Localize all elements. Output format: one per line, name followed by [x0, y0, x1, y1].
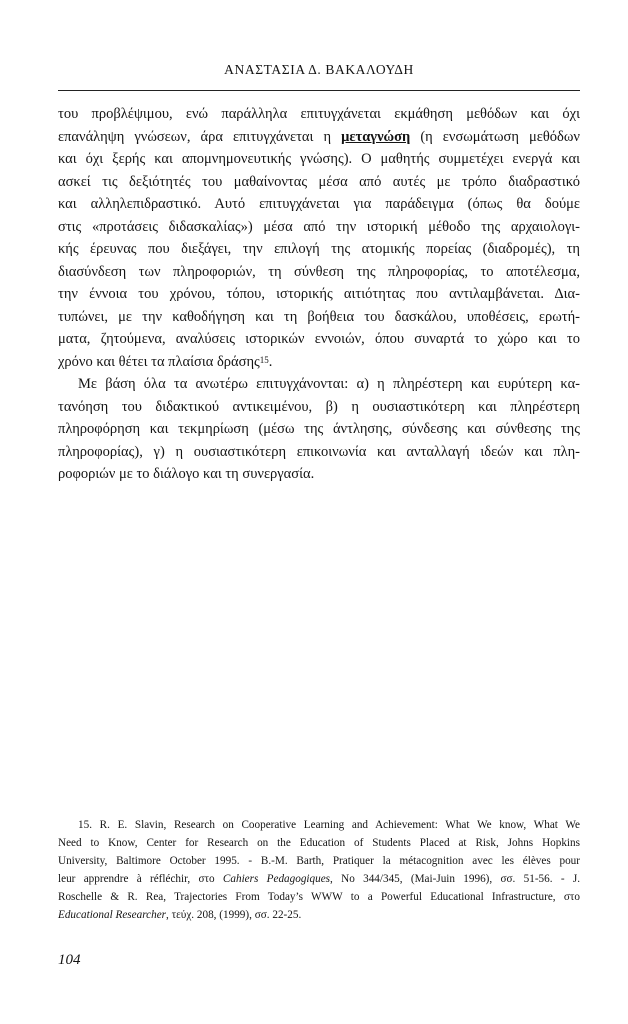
footnote-line: 15. R. E. Slavin, Research on Cooperative Learning and Achievement: What We know, What We — [78, 819, 580, 831]
footnote-line: leur apprendre à réfléchir, στο Cahiers Pedagogiques, No 344/345, (Mai-Juin 1996), σσ. 51-56. - J. — [58, 873, 581, 885]
page-number: 104 — [58, 952, 81, 968]
text-line: στις «προτάσεις διδασκαλίας») μέσα από την ιστορική μέθοδο της αρχαιολογι- — [58, 218, 580, 235]
header-rule — [58, 90, 580, 91]
text-line: πληροφορίας), γ) η ουσιαστικότερη επικοινωνία και ανταλλαγή ιδεών και πλη- — [58, 443, 580, 460]
main-text — [58, 103, 580, 486]
footnote-line: Roschelle & R. Rea, Trajectories From Today’s WWW to a Powerful Educational Infrastructure, στο — [58, 891, 580, 903]
running-head: ΑΝΑΣΤΑΣΙΑ Δ. ΒΑΚΑΛΟΥΔΗ — [224, 62, 414, 77]
text-line: τανόηση του διδακτικού αντικειμένου, β) η ουσιαστικότερη και πληρέστερη — [58, 398, 580, 415]
text-line: τυπώνει, με την καθοδήγηση και τη βοήθεια του δασκάλου, υποθέσεις, ερωτή- — [58, 308, 580, 325]
footnote-line: Need to Know, Center for Research on the Education of Students Placed at Risk, Johns Hopkins — [58, 837, 580, 849]
text-line: διασύνδεση των πληροφοριών, τη σύνθεση της πληροφορίας, το αποτέλεσμα, — [58, 263, 580, 280]
text-line: επανάληψη γνώσεων, άρα επιτυγχάνεται η μεταγνώση (η ενσωμάτωση μεθόδων — [58, 128, 580, 145]
text-line: κής έρευνας που διεξάγει, την επιλογή της ατομικής πορείας (διαδρομές), τη — [58, 241, 580, 257]
footnote-ref: 15 — [259, 354, 269, 365]
text-line: του προβλέψιμου, ενώ παράλληλα επιτυγχάνεται εκμάθηση μεθόδων και όχι — [58, 106, 580, 122]
footnote — [58, 816, 580, 924]
text-line: Με βάση όλα τα ανωτέρω επιτυγχάνονται: α) η πληρέστερη και ευρύτερη κα- — [78, 376, 580, 392]
keyword-metacognition: μεταγνώση — [341, 128, 411, 145]
text-line: χρόνο και θέτει τα πλαίσια δράσης$^{15}$. — [58, 353, 273, 370]
journal-title: Cahiers Pedagogiques — [222, 873, 331, 885]
text-line: την έννοια του χρόνου, τόπου, ιστορικής αιτιότητας που αντιλαμβάνεται. Δια- — [58, 286, 580, 302]
text-line: ασκεί τις δεξιότητές του μαθαίνοντας μέσα από αυτές με τρόπο διαδραστικό — [58, 173, 580, 190]
text-line: ροφοριών με το διάλογο και τη συνεργασία. — [58, 466, 315, 482]
text-line: και αλληλεπιδραστικό. Αυτό επιτυγχάνεται για παράδειγμα (όπως θα δούμε — [58, 196, 580, 212]
text-line: και όχι ξερής και απομνημονευτικής γνώσης). Ο μαθητής συμμετέχει ενεργά και — [58, 151, 580, 167]
footnote-line: Educational Researcher, τεύχ. 208, (1999), σσ. 22-25. — [58, 909, 302, 921]
text-line: πληροφόρηση και τεκμηρίωση (μέσω της άντλησης, σύνδεσης και σύνθεσης της — [58, 421, 580, 437]
footnote-line: University, Baltimore October 1995. - B.-M. Barth, Pratiquer la métacognition avec les élèves pour — [58, 855, 580, 867]
text-line: ματα, ζητούμενα, αναλύσεις ιστορικών εννοιών, όπου συναρτά το χώρο και το — [58, 331, 580, 347]
journal-title: Educational Researcher — [58, 909, 167, 921]
